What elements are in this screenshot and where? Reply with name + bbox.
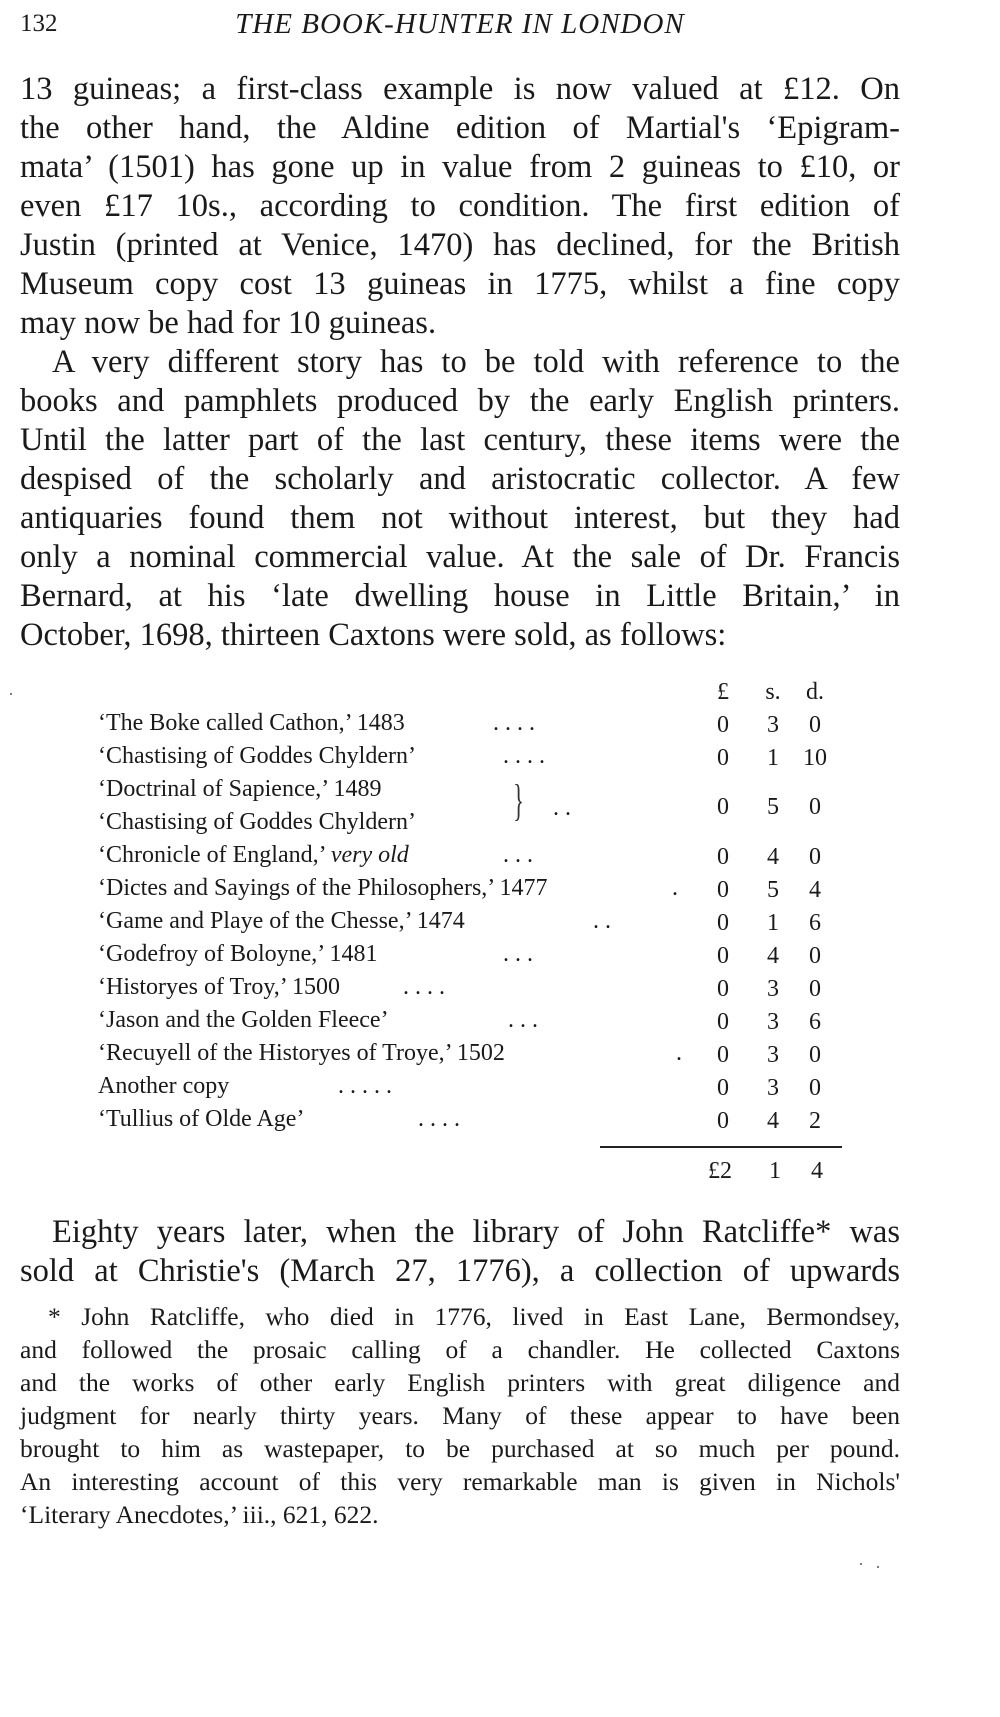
shillings-value: 4 [767,1108,779,1134]
item-title: ‘Godefroy of Boloyne,’ 1481 [98,941,378,967]
leader-dots: . [676,1040,682,1066]
text-line: 13 guineas; a first-class example is now valued at £12. On [20,71,900,107]
print-speck [860,1563,862,1565]
pounds-value: 0 [717,976,729,1002]
item-title: ‘Chastising of Goddes Chyldern’ [98,743,416,769]
item-title: ‘Chastising of Goddes Chyldern’ [98,809,416,835]
table-row [98,941,858,975]
text-line: despised of the scholarly and aristocratic collector. A few [20,461,900,497]
sum-rule [600,1146,842,1148]
item-title: Another copy [98,1073,230,1099]
leader-dots: . . . [508,1007,538,1033]
item-title-italic: very old [330,842,409,868]
footnote-line: An interesting account of this very remarkable man is given in Nichols' [20,1467,900,1496]
total-shillings: 1 [769,1158,781,1184]
pence-value: 0 [809,1042,821,1068]
total-pence: 4 [811,1158,823,1184]
print-speck [10,693,12,695]
text-line: books and pamphlets produced by the early English printers. [20,383,900,419]
text-line: mata’ (1501) has gone up in value from 2 guineas to £10, or [20,149,900,185]
item-title-text: ‘Chronicle of England,’ [98,842,325,868]
pounds-value: 0 [717,712,729,738]
leader-dots: . . . . . [338,1073,392,1099]
leader-dots: . . [593,908,611,934]
item-title: ‘Game and Playe of the Chesse,’ 1474 [98,908,465,934]
text-line: Museum copy cost 13 guineas in 1775, whilst a fine copy [20,266,900,302]
pounds-value: 0 [717,794,729,820]
pence-value: 6 [809,910,821,936]
pounds-value: 0 [717,1009,729,1035]
text-line: Eighty years later, when the library of John Ratcliffe* was [52,1214,900,1250]
page-header [20,2,900,50]
table-row [98,1007,858,1041]
item-title: ‘Recuyell of the Historyes of Troye,’ 1502 [98,1040,505,1066]
leader-dots: . . . . [403,974,445,1000]
pence-value: 6 [809,1009,821,1035]
pounds-value: 0 [717,745,729,771]
table-row [98,1073,858,1107]
text-line: October, 1698, thirteen Caxtons were sold, as follows: [20,617,727,653]
shillings-value: 3 [767,976,779,1002]
shillings-value: 3 [767,1075,779,1101]
shillings-value: 3 [767,712,779,738]
item-title: ‘Historyes of Troy,’ 1500 [98,974,341,1000]
text-line: even £17 10s., according to condition. The first edition of [20,188,900,224]
pounds-value: 0 [717,943,729,969]
pounds-value: 0 [717,910,729,936]
footnote-line: ‘Literary Anecdotes,’ iii., 621, 622. [20,1500,379,1529]
total-row [98,1158,858,1192]
shillings-value: 5 [767,877,779,903]
text-line: Until the latter part of the last century, these items were the [20,422,900,458]
print-speck [877,1566,879,1568]
grouping-brace-icon: } [513,776,524,825]
shillings-value: 1 [767,745,779,771]
running-title: THE BOOK-HUNTER IN LONDON [235,8,685,40]
pence-value: 10 [803,745,827,771]
pounds-value: 0 [717,1075,729,1101]
table-row [98,1040,858,1074]
text-line: antiquaries found them not without interest, but they had [20,500,900,536]
pounds-value: 0 [717,1108,729,1134]
text-line: only a nominal commercial value. At the sale of Dr. Francis [20,539,900,575]
leader-dots: . . . . [503,743,545,769]
page-number: 132 [20,10,58,37]
text-line: may now be had for 10 guineas. [20,305,437,341]
leader-dots: . . . [503,842,533,868]
table-row [98,776,858,820]
footnote-line: brought to him as wastepaper, to be purchased at so much per pound. [20,1434,900,1463]
item-title: ‘Tullius of Olde Age’ [98,1106,305,1132]
table-header-row [98,677,858,711]
footnote-line: * John Ratcliffe, who died in 1776, lived in East Lane, Bermondsey, [48,1302,900,1331]
table-row [98,795,858,843]
item-title: ‘The Boke called Cathon,’ 1483 [98,710,405,736]
text-line: Bernard, at his ‘late dwelling house in Little Britain,’ in [20,578,900,614]
shillings-value: 4 [767,844,779,870]
pence-value: 0 [809,943,821,969]
text-line: A very different story has to be told with reference to the [52,344,900,380]
pence-value: 0 [809,1075,821,1101]
leader-dots: . . . . [493,710,535,736]
leader-dots: . [672,875,678,901]
item-title: ‘Jason and the Golden Fleece’ [98,1007,389,1033]
leader-dots: . . . [503,941,533,967]
text-line: sold at Christie's (March 27, 1776), a collection of upwards [20,1253,900,1289]
footnote-line: and the works of other early English printers with great diligence and [20,1368,900,1397]
column-header-shillings: s. [765,679,781,705]
footnote-line: judgment for nearly thirty years. Many of these appear to have been [20,1401,900,1430]
table-row [98,908,858,942]
paragraph-1 [20,70,900,343]
pence-value: 0 [809,976,821,1002]
pounds-value: 0 [717,844,729,870]
leader-dots: . . . . [418,1106,460,1132]
shillings-value: 5 [767,794,779,820]
pounds-value: 0 [717,877,729,903]
text-line: the other hand, the Aldine edition of Martial's ‘Epigram- [20,110,900,146]
item-title: ‘Dictes and Sayings of the Philosophers,’ 1477 [98,875,548,901]
footnote [20,1300,900,1531]
paragraph-3 [20,1213,900,1291]
table-row [98,710,858,744]
pence-value: 4 [809,877,821,903]
pence-value: 0 [809,712,821,738]
table-row [98,875,858,909]
item-title: ‘Doctrinal of Sapience,’ 1489 [98,776,382,802]
table-row [98,842,858,876]
total-pounds: £2 [708,1158,732,1184]
pounds-value: 0 [717,1042,729,1068]
table-row [98,743,858,777]
text-line: Justin (printed at Venice, 1470) has declined, for the British [20,227,900,263]
shillings-value: 3 [767,1042,779,1068]
leader-dots: . . [553,795,571,821]
table-row [98,1106,858,1140]
shillings-value: 1 [767,910,779,936]
column-header-pence: d. [806,679,824,705]
footnote-line: and followed the prosaic calling of a chandler. He collected Caxtons [20,1335,900,1364]
pence-value: 0 [809,794,821,820]
table-row [98,974,858,1008]
paragraph-2 [20,343,900,655]
shillings-value: 4 [767,943,779,969]
pence-value: 0 [809,844,821,870]
item-title [98,842,409,869]
pence-value: 2 [809,1108,821,1134]
shillings-value: 3 [767,1009,779,1035]
column-header-pounds: £ [717,679,729,705]
